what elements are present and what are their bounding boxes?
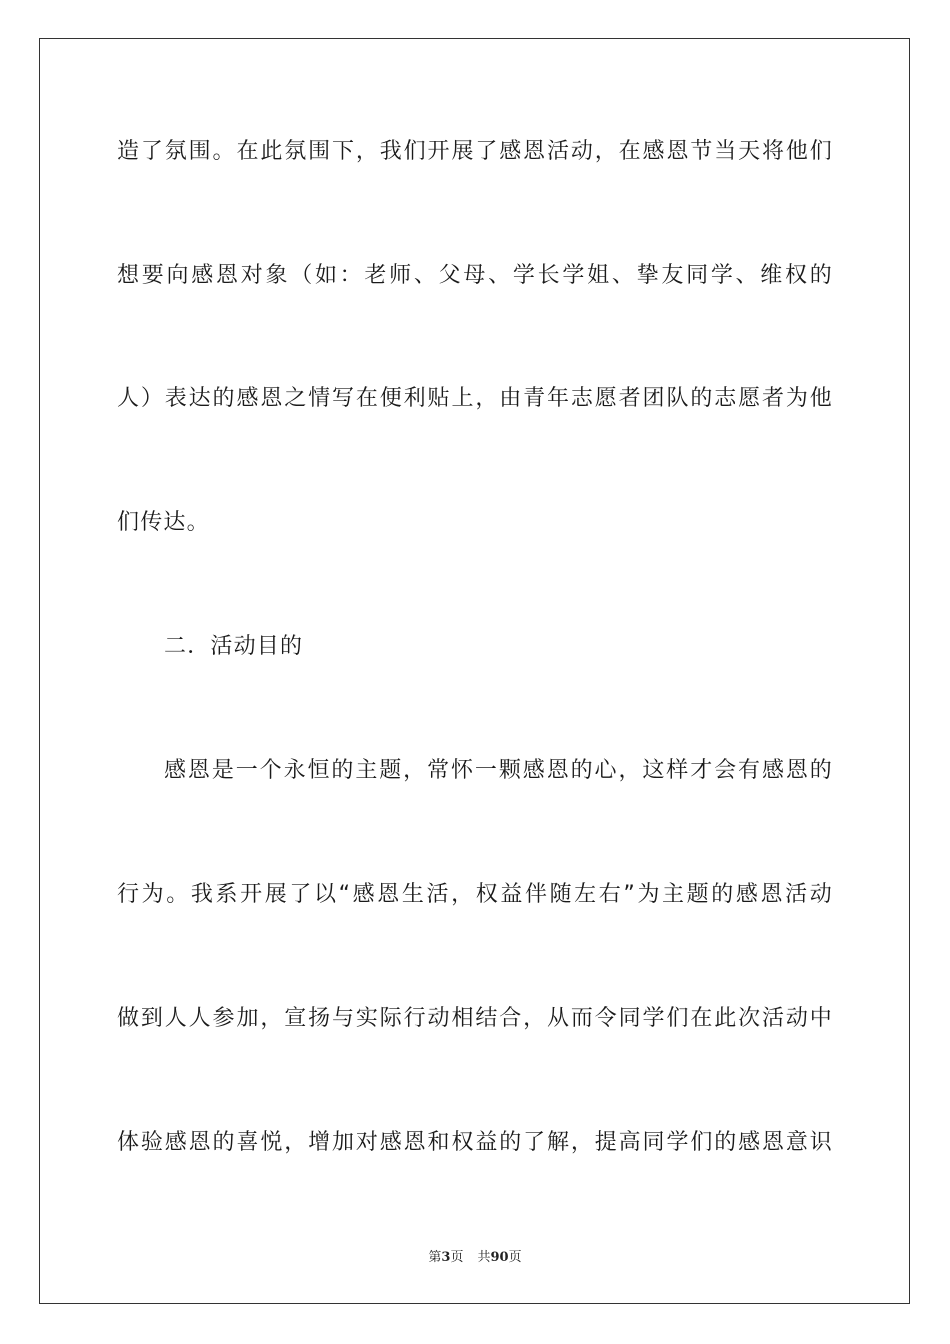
section-heading: 二．活动目的 (164, 634, 304, 659)
page-prefix: 第 (428, 1250, 442, 1265)
page-footer (0, 1246, 950, 1265)
paragraph-line-1: 造了氛围。在此氛围下，我们开展了感恩活动，在感恩节当天将他们 (117, 139, 833, 164)
page-border (39, 38, 910, 1304)
paragraph-line-4: 们传达。 (117, 510, 210, 535)
total-pages: 90 (490, 1250, 509, 1265)
total-suffix: 页 (508, 1250, 522, 1265)
paragraph-line-7: 做到人人参加，宣扬与实际行动相结合，从而令同学们在此次活动中 (117, 1006, 833, 1031)
total-prefix: 共 (477, 1250, 491, 1265)
page-number: 3 (441, 1250, 451, 1265)
paragraph-line-2: 想要向感恩对象（如：老师、父母、学长学姐、挚友同学、维权的 (117, 263, 833, 288)
page-suffix: 页 (450, 1250, 464, 1265)
paragraph-line-5: 感恩是一个永恒的主题，常怀一颗感恩的心，这样才会有感恩的 (164, 758, 833, 783)
paragraph-line-6: 行为。我系开展了以“感恩生活，权益伴随左右”为主题的感恩活动 (117, 882, 833, 907)
paragraph-line-3: 人）表达的感恩之情写在便利贴上，由青年志愿者团队的志愿者为他 (117, 386, 833, 411)
paragraph-line-8: 体验感恩的喜悦，增加对感恩和权益的了解，提高同学们的感恩意识 (117, 1130, 833, 1155)
